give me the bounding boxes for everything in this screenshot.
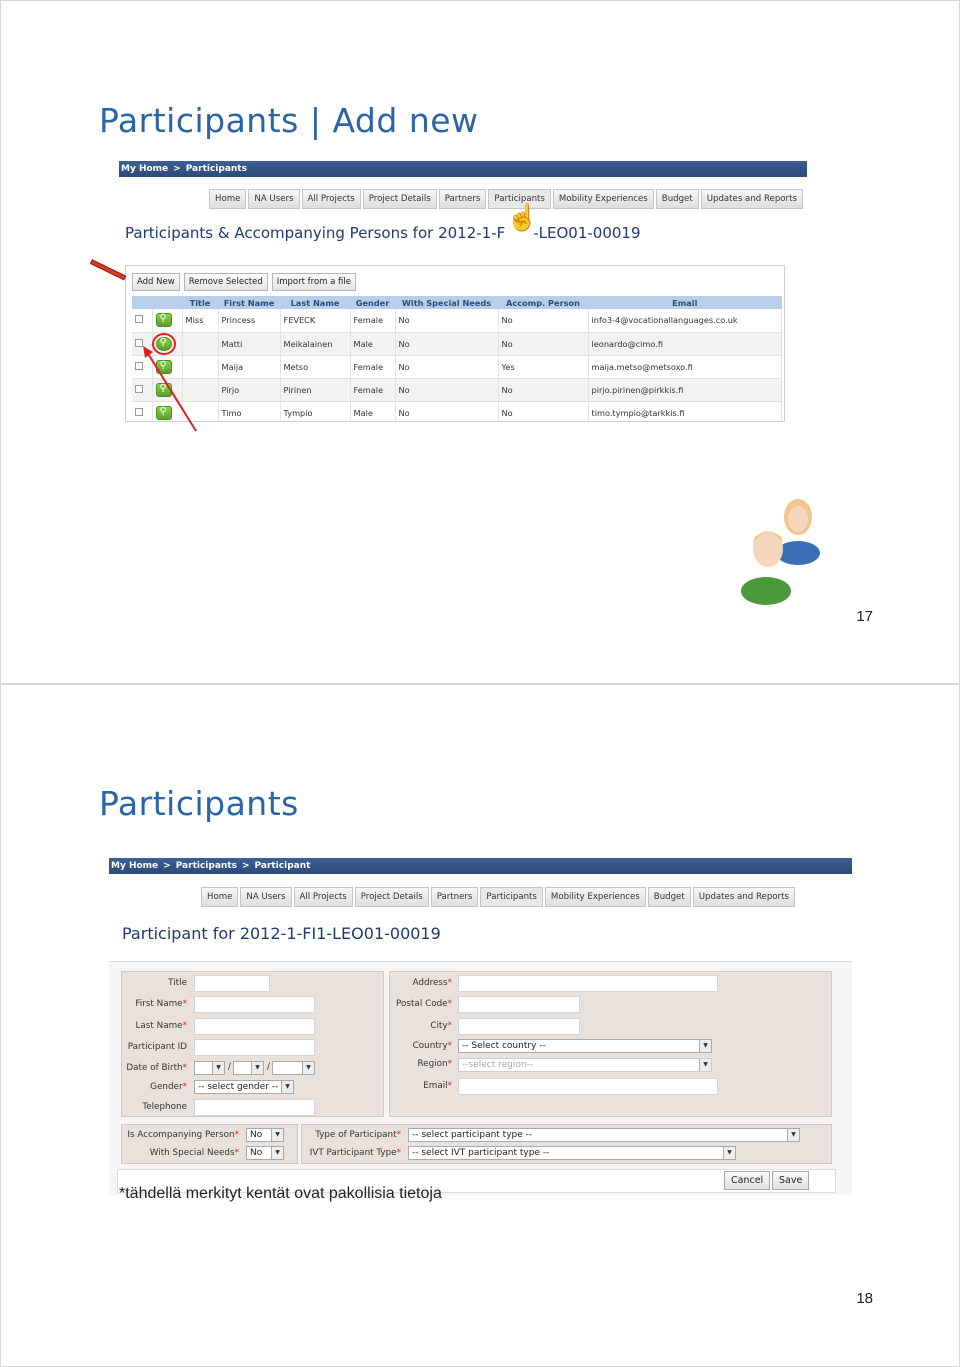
address-input[interactable] [458,975,718,992]
tab-partners[interactable]: Partners [431,887,479,907]
dob-label: Date of Birth* [126,1063,187,1073]
tab-project-details[interactable]: Project Details [355,887,429,907]
dob-month-select[interactable]: ▼ [233,1061,264,1075]
breadcrumb-home[interactable]: My Home [121,164,169,174]
tab-all-projects[interactable]: All Projects [294,887,353,907]
table-row: ⚲ Matti Meikalainen Male No No leonardo@cimo.fi [132,332,782,355]
required-fields-note: *tähdellä merkityt kentät ovat pakollisia tietoja [119,1185,442,1202]
tab-na-users[interactable]: NA Users [240,887,291,907]
postal-code-input[interactable] [458,996,580,1013]
tab-mobility-experiences[interactable]: Mobility Experiences [553,189,654,209]
breadcrumb-participant: Participant [254,861,311,871]
participant-type-panel [301,1124,832,1164]
row-checkbox[interactable] [135,315,143,323]
breadcrumb-home[interactable]: My Home [111,861,159,871]
participant-id-input[interactable] [194,1039,315,1056]
ivt-type-select[interactable]: -- select IVT participant type -- ▼ [408,1146,736,1160]
dob-day-select[interactable]: ▼ [194,1061,225,1075]
page-title: Participant for 2012-1-FI1-LEO01-00019 [122,924,441,943]
email-label: Email* [423,1081,452,1091]
region-select[interactable]: --select region-- ▼ [458,1058,712,1072]
col-special-needs[interactable]: With Special Needs [395,296,498,309]
participant-id-label: Participant ID [127,1042,187,1052]
table-row: ⚲ Timo Tympio Male No No timo.tympio@tarkkis.fi [132,401,782,422]
personal-info-panel: Title First Name* Last Name* Participant ID Date of Birth* ▼ / ▼ / ▼ Gender* -- select gender -- ▼ Telephone [121,971,384,1117]
tab-na-users[interactable]: NA Users [248,189,299,209]
tab-project-details[interactable]: Project Details [363,189,437,209]
breadcrumb: My Home > Participants > Participant [109,858,852,874]
city-label: City* [430,1021,452,1031]
tab-home[interactable]: Home [209,189,246,209]
first-name-input[interactable] [194,996,315,1013]
people-icon [736,491,831,606]
first-name-label: First Name* [135,999,187,1009]
save-button[interactable]: Save [772,1171,809,1190]
address-panel [389,971,832,1117]
address-label: Address* [412,978,452,988]
col-accomp-person[interactable]: Accomp. Person [498,296,588,309]
accompany-panel [121,1124,298,1164]
add-new-button[interactable]: Add New [132,273,180,291]
accompanying-label: Is Accompanying Person* [127,1130,239,1140]
dob-year-select[interactable]: ▼ [272,1061,315,1075]
table-header [132,296,782,309]
table-row: ⚲ Maija Metso Female No Yes maija.metso@metsoxo.fi [132,355,782,378]
accompanying-select[interactable]: No ▼ [246,1128,284,1142]
import-file-button[interactable]: Import from a file [272,273,356,291]
list-toolbar [132,273,356,291]
col-last-name[interactable]: Last Name [280,296,350,309]
participants-list-screenshot [119,161,807,422]
ivt-type-label: IVT Participant Type* [309,1148,401,1158]
col-title[interactable]: Title [182,296,218,309]
remove-selected-button[interactable]: Remove Selected [184,273,268,291]
table-row: ⚲ Miss Princess FEVECK Female No No info3-4@vocationallanguages.co.uk [132,309,782,332]
city-input[interactable] [458,1018,580,1035]
col-first-name[interactable]: First Name [218,296,280,309]
telephone-label: Telephone [142,1102,187,1112]
gender-label: Gender* [150,1082,187,1092]
tab-all-projects[interactable]: All Projects [302,189,361,209]
participant-type-select[interactable]: -- select participant type -- ▼ [408,1128,800,1142]
page-number: 17 [856,608,873,625]
red-arrow-icon [141,346,201,436]
email-input[interactable] [458,1078,718,1095]
region-label: Region* [417,1059,452,1069]
cancel-button[interactable]: Cancel [724,1171,770,1190]
country-label: Country* [412,1041,452,1051]
page-number: 18 [856,1290,873,1307]
hand-cursor-icon: ☝ [506,202,539,232]
participant-type-label: Type of Participant* [315,1130,401,1140]
country-select[interactable]: -- Select country -- ▼ [458,1039,712,1053]
col-gender[interactable]: Gender [350,296,395,309]
slide-title: Participants | Add new [99,101,479,140]
main-nav [201,887,795,907]
last-name-label: Last Name* [135,1021,187,1031]
postal-code-label: Postal Code* [396,999,452,1009]
participants-panel [125,265,785,422]
tab-participants[interactable]: Participants [480,887,542,907]
tab-updates-reports[interactable]: Updates and Reports [701,189,803,209]
slide-title: Participants [99,784,299,823]
special-needs-label: With Special Needs* [149,1148,239,1158]
tab-updates-reports[interactable]: Updates and Reports [693,887,795,907]
breadcrumb: My Home > Participants [119,161,807,177]
special-needs-select[interactable]: No ▼ [246,1146,284,1160]
title-label: Title [168,978,187,988]
last-name-input[interactable] [194,1018,315,1035]
edit-icon[interactable] [156,313,172,327]
table-row: ⚲ Pirjo Pirinen Female No No pirjo.pirinen@pirkkis.fi [132,378,782,401]
gender-select[interactable]: -- select gender -- ▼ [194,1080,294,1094]
tab-budget[interactable]: Budget [656,189,699,209]
participant-form-screenshot [109,858,852,1195]
participants-table [132,296,782,422]
slide-18 [0,684,960,1367]
breadcrumb-participants[interactable]: Participants [175,861,237,871]
tab-mobility-experiences[interactable]: Mobility Experiences [545,887,646,907]
tab-budget[interactable]: Budget [648,887,691,907]
breadcrumb-participants[interactable]: Participants [185,164,247,174]
tab-home[interactable]: Home [201,887,238,907]
title-input[interactable] [194,975,270,992]
telephone-input[interactable] [194,1099,315,1116]
tab-partners[interactable]: Partners [439,189,487,209]
col-email[interactable]: Email [588,296,782,309]
page-title: Participants & Accompanying Persons for 2012-1-F -LEO01-00019 [125,224,641,242]
tab-participants[interactable]: Participants [488,189,550,209]
